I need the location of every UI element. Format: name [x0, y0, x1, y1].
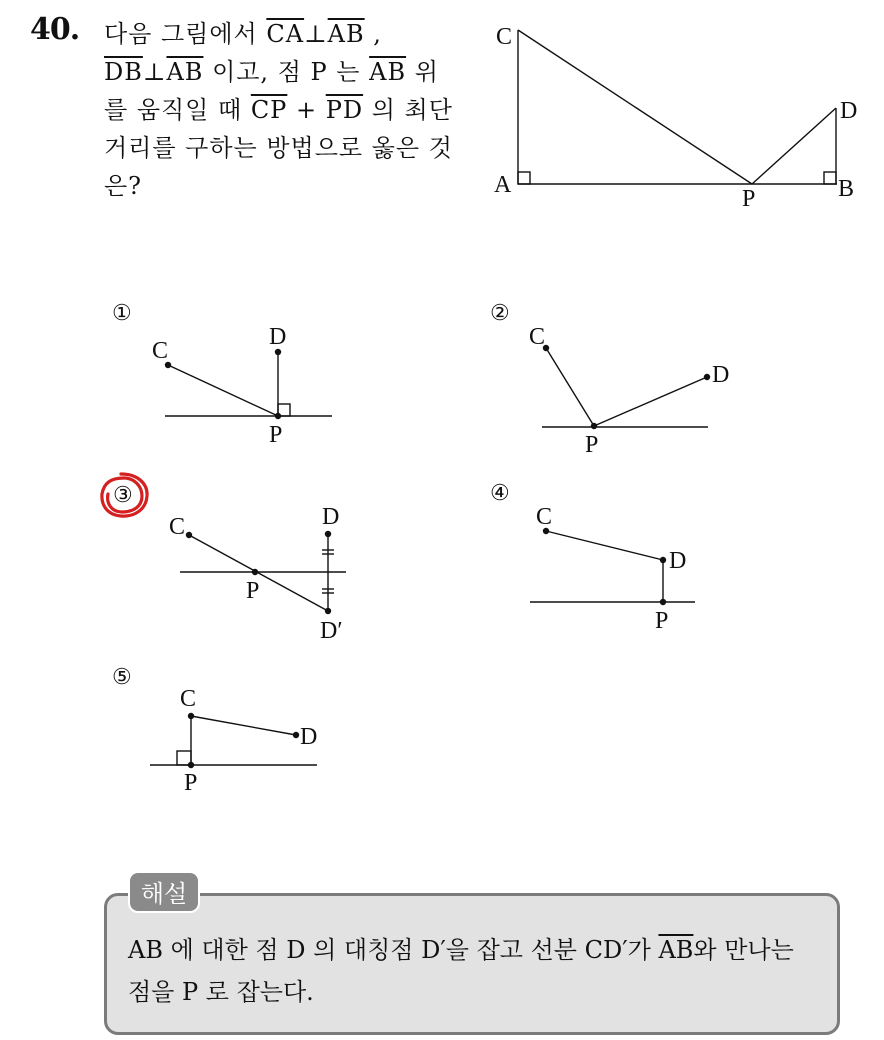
point-d [293, 732, 299, 738]
option-3[interactable] [100, 470, 370, 650]
option-4[interactable] [480, 476, 740, 636]
question-text: 위 [406, 58, 439, 86]
question-text: 의 최단 [363, 96, 453, 124]
question-line-1 [104, 14, 382, 49]
label-p: P [184, 770, 198, 796]
label-p: P [246, 578, 260, 604]
right-angle-mark-b [824, 172, 836, 184]
point-d [325, 531, 331, 537]
label-a: A [494, 172, 512, 198]
label-c: C [529, 324, 546, 350]
option-1[interactable] [100, 296, 360, 456]
label-c: C [152, 338, 169, 364]
label-d: D [712, 362, 730, 388]
explanation-text: AB 에 대한 점 D 의 대칭점 D′을 잡고 선분 CD′가 [128, 936, 659, 964]
segment-db: $\overline{DB}$ [104, 58, 143, 86]
point-p [252, 569, 258, 575]
segment-pd [594, 377, 707, 426]
segment-cd [546, 531, 663, 560]
question-text: , [364, 20, 382, 48]
question-text: 다음 그림에서 [104, 20, 267, 48]
question-text: 를 움직일 때 [104, 96, 251, 124]
segment-cp: $\overline{CP}$ [250, 96, 288, 124]
point-p [188, 762, 194, 768]
perpendicular-symbol: ⊥ [304, 20, 328, 48]
option-number: ⑤ [112, 664, 132, 689]
explanation-line-1 [128, 930, 794, 965]
segment-ab: $\overline{AB}$ [658, 936, 694, 964]
option-2[interactable] [480, 296, 760, 466]
label-d-prime: D′ [320, 618, 343, 644]
segment-ab: $\overline{AB}$ [327, 20, 365, 48]
label-c: C [496, 24, 513, 50]
label-p: P [655, 608, 669, 634]
label-d: D [322, 504, 340, 530]
label-p: P [269, 422, 283, 448]
question-line-2 [104, 52, 439, 87]
option-number: ③ [113, 482, 133, 507]
segment-cd [191, 716, 296, 735]
segment-cp [168, 365, 278, 416]
question-text: 이고, 점 P 는 [203, 58, 370, 86]
label-p: P [585, 432, 599, 458]
point-c [186, 532, 192, 538]
label-c: C [169, 514, 186, 540]
label-c: C [536, 504, 553, 530]
point-c [188, 713, 194, 719]
point-d-prime [325, 608, 331, 614]
segment-cp [546, 348, 594, 426]
point-p [591, 423, 597, 429]
label-c: C [180, 686, 197, 712]
right-angle-mark-a [518, 172, 530, 184]
label-p: P [742, 186, 756, 212]
option-5[interactable] [100, 660, 360, 810]
point-d [660, 557, 666, 563]
segment-pd: $\overline{PD}$ [325, 96, 364, 124]
plus-symbol: + [287, 96, 326, 124]
explanation-text: 와 만나는 [693, 936, 794, 964]
question-number: 40. [30, 12, 80, 47]
label-b: B [838, 176, 855, 202]
explanation-tag: 해설 [128, 871, 200, 913]
segment-cp-line [518, 30, 752, 184]
question-line-4: 거리를 구하는 방법으로 옳은 것 [104, 134, 453, 162]
perpendicular-symbol: ⊥ [142, 58, 167, 86]
label-d: D [840, 98, 858, 124]
label-d: D [669, 548, 687, 574]
label-d: D [269, 324, 287, 350]
main-figure [480, 10, 880, 220]
question-line-5: 은? [104, 172, 143, 200]
label-d: D [300, 724, 318, 750]
explanation-line-2: 점을 P 로 잡는다. [128, 978, 314, 1006]
option-number: ② [490, 300, 510, 325]
segment-ca: $\overline{CA}$ [266, 20, 305, 48]
point-p [660, 599, 666, 605]
segment-ab: $\overline{AB}$ [166, 58, 204, 86]
option-number: ④ [490, 480, 510, 505]
segment-ab: $\overline{AB}$ [369, 58, 407, 86]
point-d [704, 374, 710, 380]
option-number: ① [112, 300, 132, 325]
question-line-3 [104, 90, 453, 125]
point-p [275, 413, 281, 419]
